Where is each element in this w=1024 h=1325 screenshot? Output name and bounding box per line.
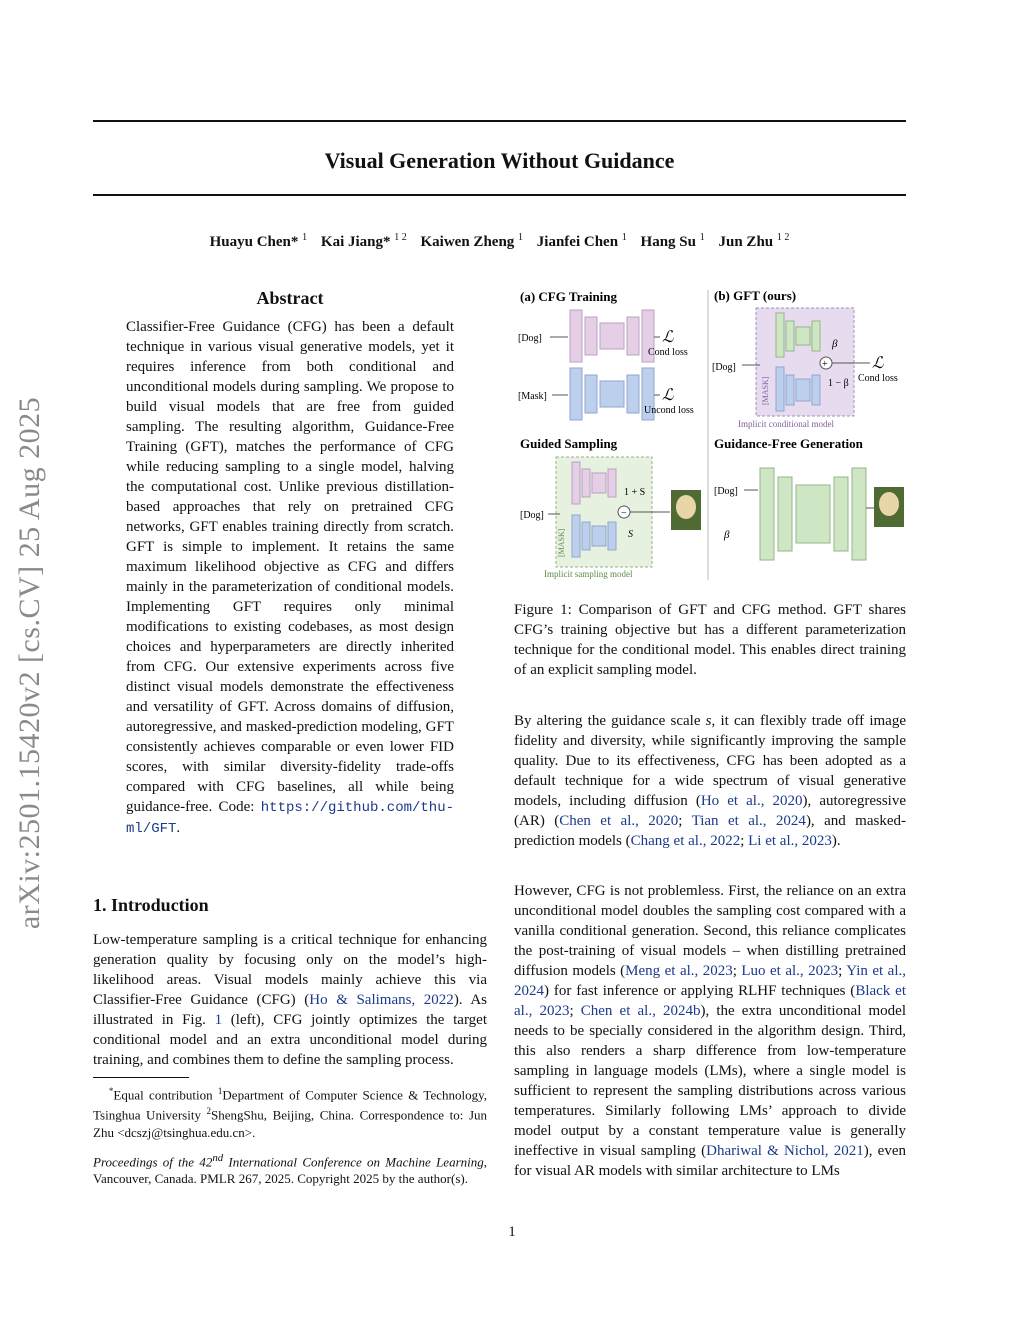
uncond-model-block [796, 379, 810, 401]
mask-caps-label: [MASK] [761, 376, 770, 405]
cond-model-block [570, 310, 582, 362]
abstract-text: Classifier-Free Guidance (CFG) has been a default technique in various visual generative models, yet it requires inference from both conditional and unconditional models during sampling. We propose to build visual models that are free from guided sampling. The resulting algorithm, Guidance-Free Training (GFT), matches the performance of CFG while reducing sampling to a single model, halving the computational cost. Unlike previous distillation-based approaches that rely on pretrained CFG networks, GFT enables training directly from scratch. GFT is simple to implement. It retains the same maximum likelihood objective as CFG and differs mainly in the parameterization of conditional models. Implementing GFT requires only minimal modifications to existing codebases, as most design choices and hyperparameters are directly inherited from CFG. Our extensive experiments across five distinct visual models demonstrate the effectiveness and versatility of GFT. Across domains of diffusion, autoregressive, and masked-prediction modeling, GFT consistently achieves comparable or even lower FID scores, with similar diversity-fidelity trade-offs compared with CFG baselines, all while being guidance-free. Code: [126, 319, 454, 815]
cond-model-block [627, 317, 639, 355]
cond-model-block [608, 469, 616, 497]
implicit-cond-label: Implicit conditional model [738, 419, 834, 429]
citation-link[interactable]: Tian et al., 2024 [691, 813, 806, 829]
uncond-model-block [776, 367, 784, 411]
figure-1 [510, 285, 910, 585]
page-number: 1 [508, 1224, 516, 1240]
plus-sign: + [822, 359, 828, 370]
text-run: ; [732, 963, 742, 979]
s-label: S [628, 529, 633, 540]
arxiv-stamp [10, 368, 50, 958]
cond-loss-label: Cond loss [858, 373, 898, 384]
text-run: Equal contribution [113, 1087, 218, 1103]
citation-link[interactable]: Luo et al., 2023 [741, 963, 839, 979]
text-run: ). As illustrated in Fig. [93, 992, 487, 1028]
footnote [93, 1083, 487, 1141]
gft-model-block [760, 468, 774, 560]
author-affiliation: 1 2 [776, 232, 790, 243]
proceedings-note [93, 1150, 487, 1187]
citation-link[interactable]: Dhariwal & Nichol, 2021 [706, 1143, 864, 1159]
uncond-model-block [600, 381, 624, 407]
text-run: ; [740, 833, 749, 849]
text-run: Proceedings of the [93, 1154, 200, 1170]
uncond-model-block [786, 375, 794, 405]
text-run: (left), CFG jointly optimizes the target conditional model and an extra unconditional model during training, and combines them to define the sampling process. [93, 1012, 487, 1068]
cond-model-block [796, 327, 810, 345]
one-minus-beta-label: 1 − β [828, 378, 849, 389]
text-run: However, CFG is not problemless. First, the reliance on an extra unconditional model doubles the sampling cost compared with a vanilla conditional generation. Second, this reliance complicates the post-training of visual models – when distilling pretrained diffusion models ( [514, 883, 906, 979]
author-name: Jianfei Chen [536, 234, 619, 250]
paper-title: Visual Generation Without Guidance [324, 148, 675, 173]
figure-caption: Figure 1: Comparison of GFT and CFG method. GFT shares CFG’s training objective but has a different parameterization technique for the conditional model. This enables direct training of an explicit sampling model. [514, 602, 906, 678]
right-paragraph-2 [514, 881, 906, 1181]
guidance-free-title: Guidance-Free Generation [714, 436, 863, 451]
text-run: ) for fast inference or applying RLHF techniques ( [544, 983, 856, 999]
dog-label: [Dog] [714, 486, 738, 497]
cond-model-block [572, 462, 580, 504]
uncond-model-block [608, 522, 616, 550]
cond-model-block [592, 473, 606, 493]
cond-model-block [786, 321, 794, 351]
citation-link[interactable]: Chang et al., 2022 [630, 833, 741, 849]
mask-label: [Mask] [518, 391, 547, 402]
affiliation-mark: 1 [217, 1086, 223, 1096]
cond-model-block [582, 469, 590, 497]
text-run: ). [831, 833, 841, 849]
author-affiliation: 1 2 [394, 232, 407, 243]
cond-model-block [600, 323, 624, 349]
cond-model-block [812, 321, 820, 351]
dog-label: [Dog] [712, 362, 736, 373]
right-paragraph-1 [514, 711, 906, 851]
author [321, 234, 407, 250]
panel-a-title: (a) CFG Training [520, 289, 618, 304]
text-run: , it can flexibly trade off image fidelity and diversity, while significantly improving the sample quality. Due to its effectiveness, CFG has been adopted as a default technique for a wide spectrum of visual generative models, including diffusion ( [514, 713, 907, 809]
gft-model-block [834, 477, 848, 551]
section-heading-introduction: 1. Introduction [93, 895, 209, 915]
dog-label: [Dog] [520, 510, 544, 521]
citation-link[interactable]: Meng et al., 2023 [625, 963, 733, 979]
beta-label: β [724, 529, 730, 541]
citation-link[interactable]: Black et al., 2023 [514, 983, 906, 1019]
text-run: , Vancouver, Canada. PMLR 267, 2025. Copyright 2025 by the author(s). [93, 1154, 487, 1187]
loss-cond-symbol: ℒ [662, 329, 674, 346]
text-run: By altering the guidance scale [514, 713, 706, 729]
cond-model-block [585, 317, 597, 355]
footnote-rule [93, 1077, 189, 1078]
panel-b-title: (b) GFT (ours) [714, 288, 797, 303]
uncond-model-block [812, 375, 820, 405]
dog-label: [Dog] [518, 333, 542, 344]
author-name: Hang Su [640, 234, 696, 250]
author-name: Kaiwen Zheng [420, 234, 515, 250]
author [210, 234, 308, 250]
cond-loss-label: Cond loss [648, 347, 688, 358]
uncond-model-block [570, 368, 582, 420]
author [719, 234, 790, 250]
text-run: ), and masked-prediction models ( [514, 813, 906, 849]
dog-image [676, 495, 696, 519]
guided-sampling-title: Guided Sampling [520, 436, 618, 451]
text-run: ), even for visual AR models with similar architecture to LMs [514, 1143, 907, 1179]
footnote-mark: * [108, 1086, 114, 1096]
citation-link[interactable]: Ho et al., 2020 [700, 793, 803, 809]
abstract-heading: Abstract [256, 288, 324, 308]
text-run: 42 [199, 1154, 213, 1170]
abstract-body [126, 317, 454, 839]
author [641, 234, 705, 250]
implicit-sampling-label: Implicit sampling model [544, 569, 633, 579]
citation-link[interactable]: Ho & Salimans, 2022 [309, 992, 454, 1008]
title-rule-bottom [93, 194, 906, 196]
one-plus-s-label: 1 + S [624, 487, 646, 498]
mask-caps-label: [MASK] [557, 528, 566, 557]
text-run: International Conference on Machine Learning [223, 1154, 484, 1170]
author-affiliation: 1 [302, 232, 308, 243]
author [537, 234, 627, 250]
uncond-model-block [592, 526, 606, 546]
uncond-model-block [627, 375, 639, 413]
text-run: s [705, 713, 712, 729]
dog-image [879, 492, 899, 516]
beta-label: β [832, 338, 838, 350]
abstract-end: . [176, 820, 181, 836]
affiliation-mark: 2 [206, 1106, 212, 1117]
citation-link[interactable]: Yin et al., 2024 [514, 963, 906, 999]
cond-model-block [776, 313, 784, 357]
text-run: Low-temperature sampling is a critical technique for enhancing generation quality by focusing only on the model’s high-likelihood areas. Visual models mainly achieve this via Classifier-Free Guidance (CFG) ( [93, 932, 487, 1008]
text-run: Department of Computer Science & Technology, Tsinghua University [93, 1087, 488, 1123]
gft-model-block [778, 477, 792, 551]
author-list [93, 232, 906, 251]
gft-model-block [796, 485, 830, 543]
gft-model-block [852, 468, 866, 560]
author-name: Kai Jiang* [320, 234, 391, 250]
text-run: ; [678, 813, 692, 829]
author-affiliation: 1 [518, 232, 524, 243]
citation-link[interactable]: Li et al., 2023 [748, 833, 832, 849]
uncond-loss-label: Uncond loss [644, 405, 694, 416]
text-run: ShengShu, Beijing, China. Correspondence to: Jun Zhu <dcszj@tsinghua.edu.cn>. [93, 1107, 488, 1140]
title-rule-top [93, 120, 906, 122]
intro-paragraph [93, 930, 487, 1070]
arxiv-id: arXiv:2501.15420v2 [cs.CV] 25 Aug 2025 [13, 396, 46, 930]
author-name: Huayu Chen* [209, 234, 299, 250]
uncond-model-block [585, 375, 597, 413]
text-run: ; [838, 963, 847, 979]
citation-link[interactable]: Chen et al., 2024b [580, 1003, 701, 1019]
minus-sign: − [621, 508, 627, 519]
code-link[interactable]: https://github.com/thu-ml/GFT [126, 800, 454, 837]
figure-ref-link[interactable]: 1 [214, 1012, 223, 1028]
loss-uncond-symbol: ℒ [662, 387, 674, 404]
uncond-model-block [582, 522, 590, 550]
author [421, 234, 524, 250]
text-run: ), the extra unconditional model needs to be specially considered in the algorithm design. Third, this also renders a sharp difference from low-temperature sampling in language models (LMs), where a single model is sufficient to represent the sampling distributions across various temperatures. Similarly following LMs’ approach to divide model output by a constant temperature value is generally ineffective in visual sampling ( [514, 1003, 906, 1159]
text-run: ; [569, 1003, 581, 1019]
uncond-model-block [572, 515, 580, 557]
loss-cond-symbol: ℒ [872, 355, 884, 372]
author-name: Jun Zhu [718, 234, 774, 250]
citation-link[interactable]: Chen et al., 2020 [559, 813, 679, 829]
text-run: nd [212, 1152, 224, 1164]
text-run: ), autoregressive (AR) ( [514, 793, 906, 829]
author-affiliation: 1 [621, 232, 627, 243]
author-affiliation: 1 [699, 232, 705, 243]
